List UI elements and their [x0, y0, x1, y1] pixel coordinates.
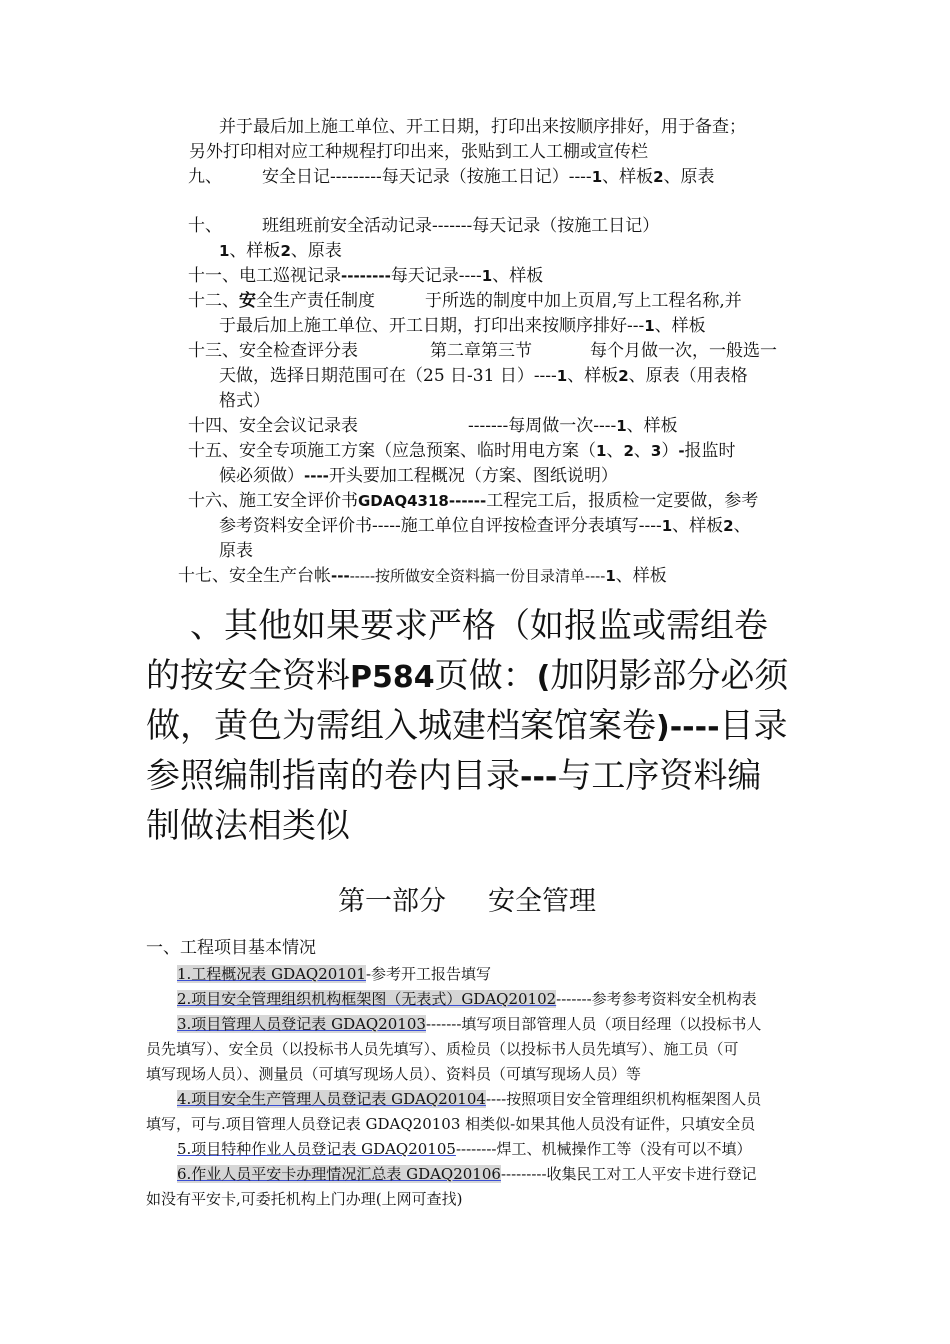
item-text: 、 [606, 441, 624, 461]
entry-6 [177, 1162, 757, 1186]
paragraph-text: 页做： [434, 656, 537, 696]
item-text: 全生产责任制度 [256, 291, 375, 311]
part-label: 第一部分 [338, 886, 446, 917]
list-item-16 [188, 489, 758, 513]
item-text: 2 [280, 242, 291, 260]
item-text: 1 [605, 567, 616, 585]
large-paragraph-line [146, 754, 761, 800]
item-text: 、样板 [615, 566, 667, 586]
item-text: - [678, 442, 685, 460]
entry-3 [177, 1012, 761, 1036]
item-text: 、样板 [672, 516, 724, 536]
item-text: 1 [556, 367, 568, 385]
large-paragraph-line [146, 704, 788, 750]
large-paragraph-line: 制做法相类似 [146, 806, 350, 846]
item-text: 十四、安全会议记录表 [188, 416, 358, 436]
text-line: 另外打印相对应工种规程打印出来，张贴到工人工棚或宣传栏 [189, 142, 648, 162]
item-number: 十、 [188, 216, 222, 236]
item-number: 九、 [188, 167, 222, 187]
entry-link[interactable]: 4.项目安全生产管理人员登记表 GDAQ20104 [177, 1090, 486, 1108]
list-item-10 [188, 214, 659, 238]
list-item-15 [188, 439, 736, 463]
item-text: 于所选的制度中加上页眉,写上工程名称,并 [425, 291, 742, 311]
item-text: -------每周做一次---- [468, 416, 617, 436]
item-text: -----按所做安全资料搞一份目录清单---- [349, 567, 606, 585]
entry-4 [177, 1087, 761, 1111]
item-text: 、样板 [492, 266, 544, 286]
item-text: ---- [304, 467, 329, 485]
item-text: 、原表 [290, 241, 342, 261]
entry-text: --------焊工、机械操作工等（没有可以不填） [455, 1140, 752, 1158]
paragraph-text: ( [536, 660, 551, 695]
text-line: 并于最后加上施工单位、开工日期，打印出来按顺序排好，用于备查； [219, 117, 746, 137]
entry-link[interactable]: 1.工程概况表 GDAQ20101 [177, 965, 366, 983]
item-text: GDAQ4318------ [358, 492, 487, 510]
item-text: 、样板 [602, 167, 654, 187]
item-text: 安 [239, 291, 256, 311]
entry-link[interactable]: 6.作业人员平安卡办理情况汇总表 GDAQ20106 [177, 1165, 501, 1183]
item-text: 每个月做一次，一般选一 [590, 341, 777, 361]
item-text: 十一、电工巡视记录 [188, 266, 341, 286]
item-text: 、样板 [654, 316, 706, 336]
item-text: --- [331, 567, 350, 585]
text-line [219, 239, 342, 263]
item-text: 1 [644, 317, 655, 335]
section-heading: 一、工程项目基本情况 [146, 938, 316, 958]
item-text: 开头要加工程概况（方案、图纸说明） [328, 466, 618, 486]
item-text: 于最后加上施工单位、开工日期，打印出来按顺序排好--- [219, 316, 645, 336]
list-item-17 [178, 564, 667, 588]
item-text: 班组班前安全活动记录-------每天记录（按施工日记） [262, 216, 660, 236]
text-line: 员先填写）、安全员（以投标书人员先填写）、质检员（以投标书人员先填写）、施工员（可 [146, 1040, 739, 1058]
entry-2 [177, 987, 757, 1011]
entry-text: -参考开工报告填写 [365, 965, 492, 983]
entry-text: -------参考参考资料安全机构表 [556, 990, 757, 1008]
item-text: 参考资料安全评价书-----施工单位自评按检查评分表填写---- [219, 516, 662, 536]
item-text: 、原表 [663, 167, 715, 187]
item-text: 十五、安全专项施工方案（应急预案、临时用电方案（ [188, 441, 596, 461]
entry-1 [177, 962, 491, 986]
list-item-14 [188, 414, 678, 438]
paragraph-text: 做，黄色为需组入城建档案馆案卷 [146, 706, 656, 746]
item-text: 十七、安全生产台帐 [178, 566, 331, 586]
paragraph-text: )---- [656, 710, 720, 745]
item-text: 、 [633, 441, 651, 461]
item-text: 1 [481, 267, 493, 285]
text-line: 格式） [219, 391, 270, 411]
list-item-11 [188, 264, 543, 288]
item-text: 十二、 [188, 291, 239, 311]
item-text: 报监时 [684, 441, 736, 461]
paragraph-text: 的按安全资料 [146, 656, 350, 696]
part-title: 安全管理 [488, 886, 596, 917]
item-text: 安全日记---------每天记录（按施工日记）---- [262, 167, 592, 187]
item-text: 2 [723, 517, 734, 535]
item-text: 、样板 [229, 241, 281, 261]
item-text: 1 [661, 517, 673, 535]
item-text: 1 [616, 417, 627, 435]
entry-link[interactable]: 5.项目特种作业人员登记表 GDAQ20105 [177, 1140, 456, 1158]
paragraph-text: 目录 [719, 706, 788, 746]
entry-text: -------填写项目部管理人员（项目经理（以投标书人 [425, 1015, 762, 1033]
paragraph-text: P584 [350, 660, 435, 695]
entry-text: ----按照项目安全管理组织机构框架图人员 [485, 1090, 762, 1108]
part-heading [338, 884, 596, 920]
list-item-13 [188, 339, 777, 363]
item-text: 1 [219, 242, 230, 260]
entry-link[interactable]: 3.项目管理人员登记表 GDAQ20103 [177, 1015, 426, 1033]
item-text: 、样板 [567, 366, 619, 386]
item-text: 1 [591, 168, 603, 186]
text-line: 填写，可与.项目管理人员登记表 GDAQ20103 相类似-如果其他人员没有证件，只填安全员 [146, 1115, 756, 1133]
item-text: 十三、安全检查评分表 [188, 341, 358, 361]
text-line: 原表 [219, 541, 253, 561]
item-text: 3 [650, 442, 662, 460]
item-text: -------- [341, 267, 391, 285]
list-item-9 [188, 165, 715, 189]
item-text: 候必须做） [219, 466, 304, 486]
paragraph-text: 加阴影部分必须 [550, 656, 789, 696]
text-line [219, 464, 618, 488]
item-text: 工程完工后，报质检一定要做，参考 [486, 491, 759, 511]
entry-link[interactable]: 2.项目安全管理组织机构框架图（无表式）GDAQ20102 [177, 990, 557, 1008]
entry-5 [177, 1137, 752, 1161]
item-text: 2 [623, 442, 634, 460]
item-text: 、原表（用表格 [628, 366, 748, 386]
text-line [219, 514, 751, 538]
item-text: 2 [618, 367, 629, 385]
text-line: 填写现场人员）、测量员（可填写现场人员）、资料员（可填写现场人员）等 [146, 1065, 642, 1083]
item-text: 天做，选择日期范围可在（25 日-31 日）---- [219, 366, 557, 386]
item-text: 每天记录---- [390, 266, 482, 286]
item-text: 、 [733, 516, 751, 536]
large-paragraph-line [146, 654, 788, 700]
item-text: 1 [596, 442, 607, 460]
list-item-12 [188, 289, 742, 313]
text-line [219, 364, 748, 388]
large-paragraph-line: 、其他如果要求严格（如报监或需组卷 [190, 606, 768, 646]
paragraph-text: --- [520, 760, 558, 795]
text-line [219, 314, 706, 338]
text-line: 如没有平安卡,可委托机构上门办理(上网可查找) [146, 1190, 463, 1208]
item-text: 第二章第三节 [430, 341, 532, 361]
item-text: 2 [653, 168, 664, 186]
item-text: ） [661, 441, 679, 461]
paragraph-text: 参照编制指南的卷内目录 [146, 756, 520, 796]
paragraph-text: 与工序资料编 [557, 756, 762, 796]
entry-text: ---------收集民工对工人平安卡进行登记 [500, 1165, 757, 1183]
item-text: 十六、施工安全评价书 [188, 491, 358, 511]
item-text: 、样板 [626, 416, 678, 436]
